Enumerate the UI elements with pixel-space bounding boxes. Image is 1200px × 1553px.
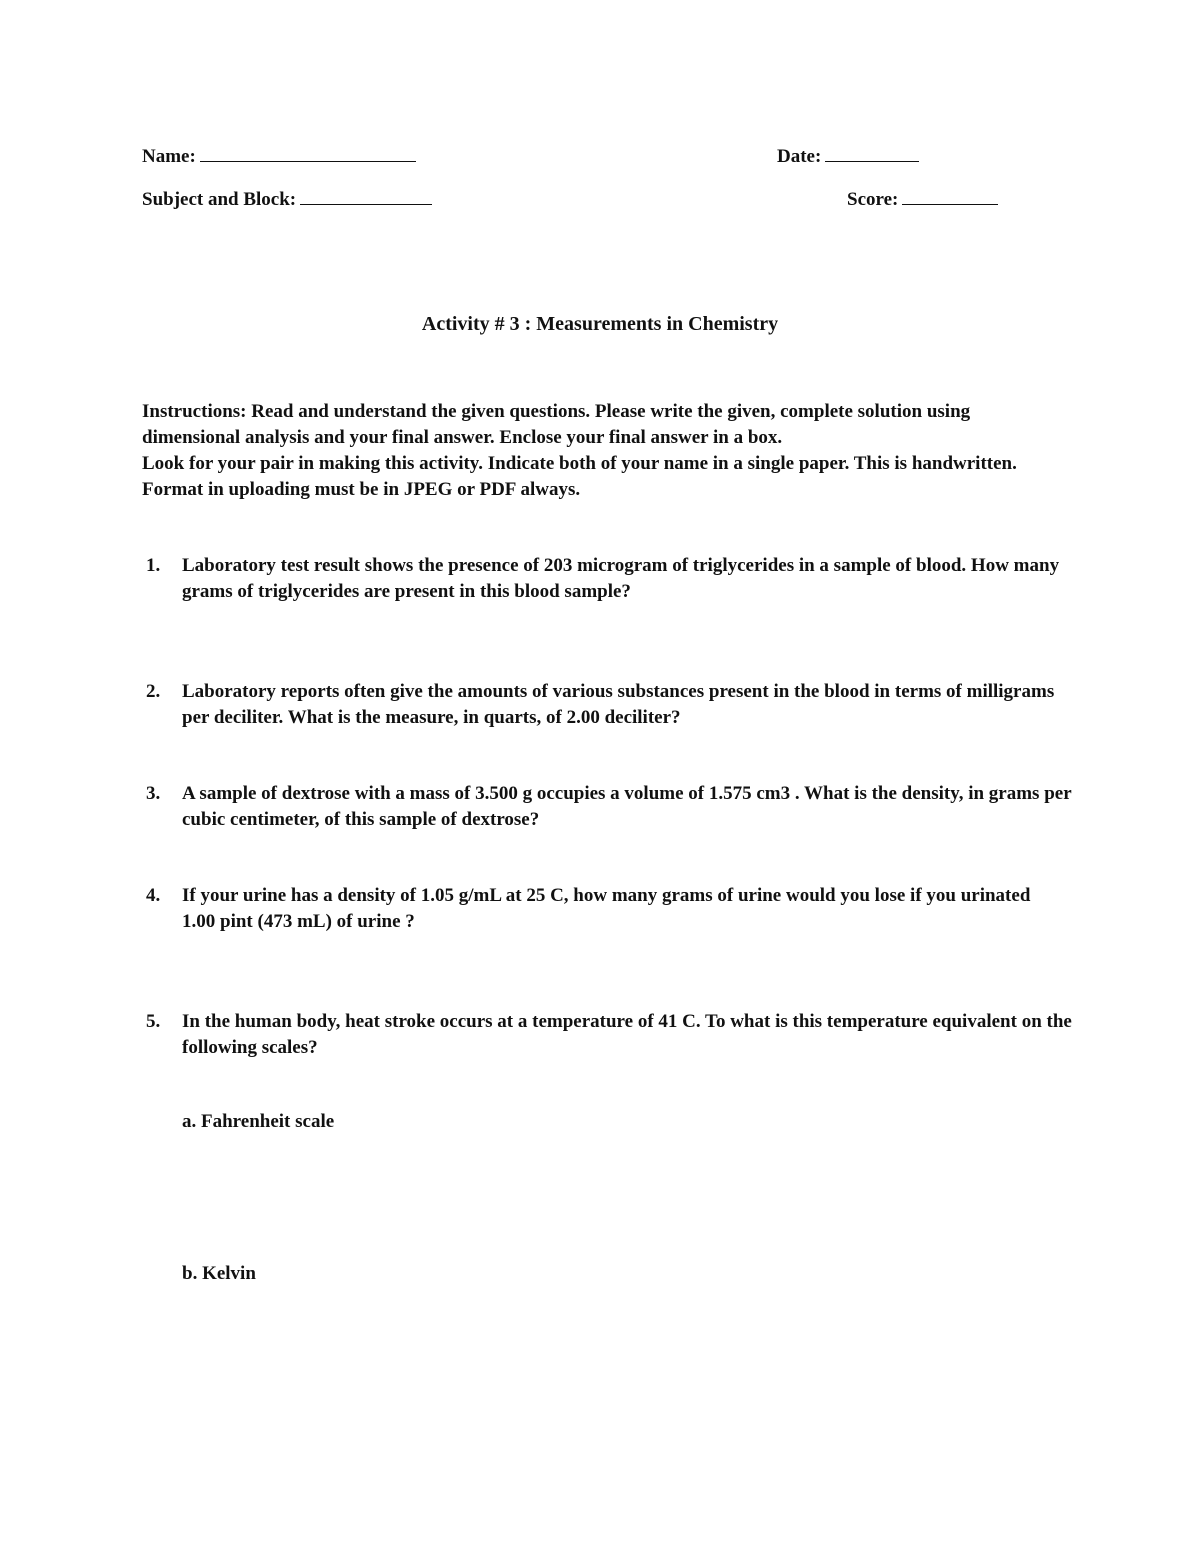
name-blank <box>200 145 416 162</box>
score-label: Score: <box>847 189 899 210</box>
question-text: Laboratory reports often give the amounts of various substances present in the blood in terms of milligrams per deciliter. What is the measure, in quarts, of 2.00 deciliter? <box>182 681 1055 728</box>
question-3 <box>142 781 1072 833</box>
question-4 <box>142 883 1072 935</box>
question-text: A sample of dextrose with a mass of 3.500 g occupies a volume of 1.575 cm3 . What is the density, in grams per cubic centimeter, of this sample of dextrose? <box>182 783 1072 830</box>
question-number: 5. <box>146 1011 161 1032</box>
question-text: If your urine has a density of 1.05 g/mL at 25 C, how many grams of urine would you lose if you urinated 1.00 pint (473 mL) of urine ? <box>182 885 1045 932</box>
name-label: Name: <box>142 146 196 167</box>
instructions <box>142 399 1062 503</box>
name-field <box>142 145 416 168</box>
question-2 <box>142 679 1072 731</box>
subitem-fahrenheit: a. Fahrenheit scale <box>182 1111 335 1132</box>
instructions-paragraph-1: Instructions: Read and understand the given questions. Please write the given, complete solution using dimensional analysis and your final answer. Enclose your final answer in a box. <box>142 401 971 448</box>
subject-block-label: Subject and Block: <box>142 189 297 210</box>
date-label: Date: <box>777 146 822 167</box>
date-blank <box>825 145 919 162</box>
activity-title: Activity # 3 : Measurements in Chemistry <box>421 313 779 335</box>
subitem-kelvin: b. Kelvin <box>182 1263 256 1284</box>
question-text: In the human body, heat stroke occurs at a temperature of 41 C. To what is this temperature equivalent on the following scales? <box>182 1011 1072 1058</box>
question-5 <box>142 1009 1072 1061</box>
question-text: Laboratory test result shows the presence of 203 microgram of triglycerides in a sample of blood. How many grams of triglycerides are present in this blood sample? <box>182 555 1060 602</box>
subject-block-blank <box>300 188 432 205</box>
question-number: 2. <box>146 681 161 702</box>
score-field <box>847 188 998 211</box>
score-blank <box>902 188 998 205</box>
question-number: 1. <box>146 555 161 576</box>
question-1 <box>142 553 1072 605</box>
instructions-paragraph-2: Look for your pair in making this activity. Indicate both of your name in a single paper. This is handwritten. Format in uploading must be in JPEG or PDF always. <box>142 453 1017 500</box>
subject-block-field <box>142 188 432 211</box>
question-number: 3. <box>146 783 161 804</box>
question-number: 4. <box>146 885 161 906</box>
date-field <box>777 145 919 168</box>
